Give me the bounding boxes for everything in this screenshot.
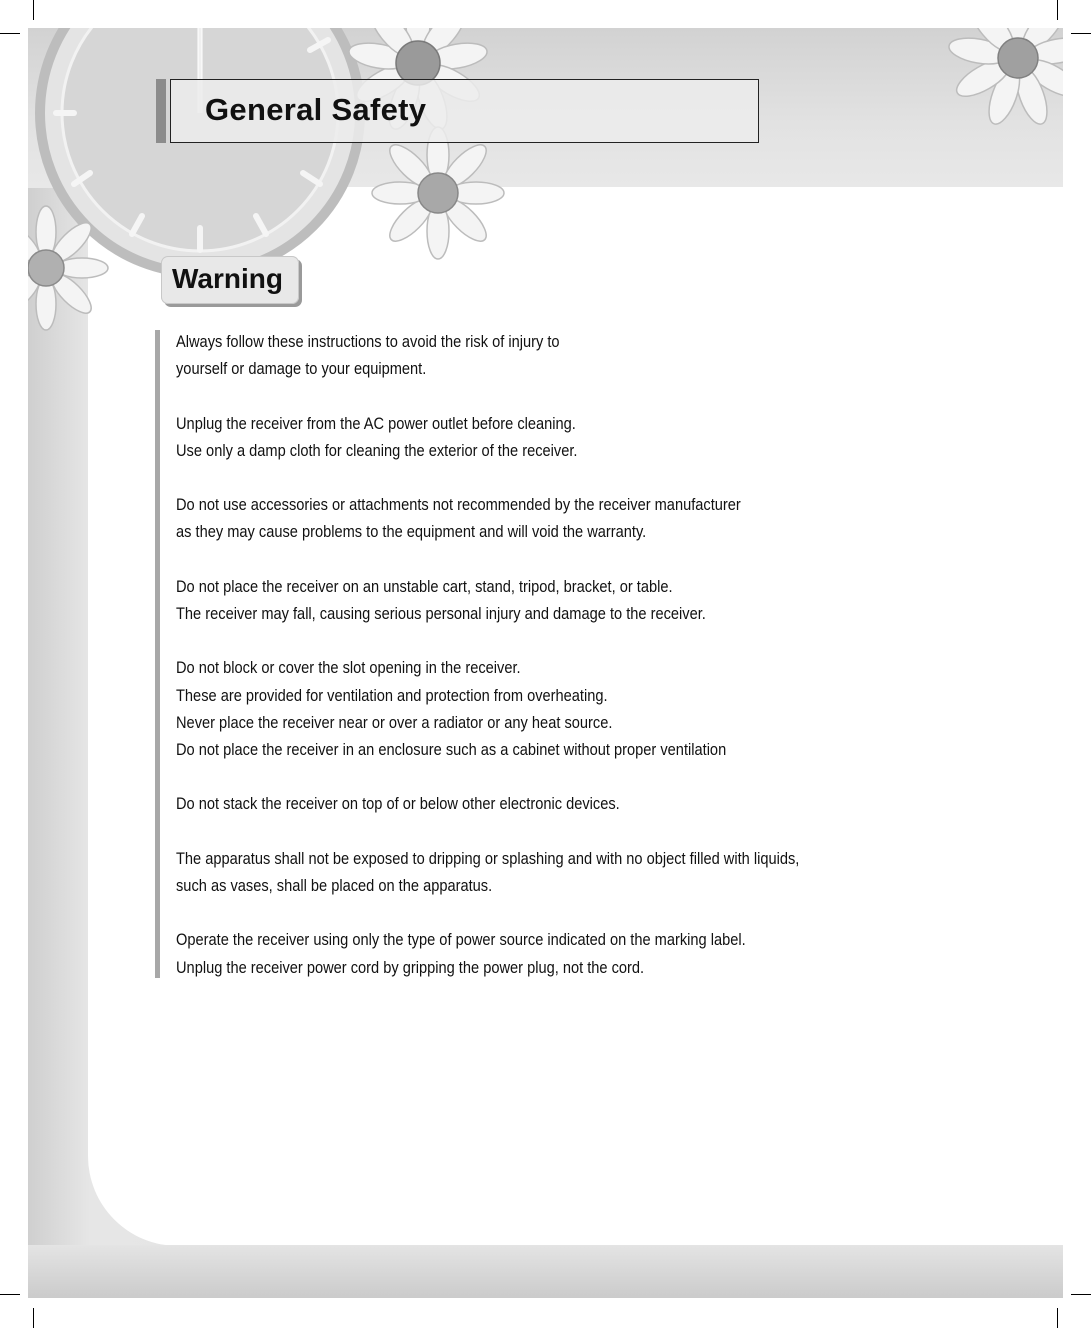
crop-mark: [33, 0, 34, 20]
instruction-paragraph: [176, 654, 933, 763]
instruction-line: Unplug the receiver from the AC power outlet before cleaning.: [176, 413, 576, 433]
instruction-paragraph: [176, 573, 933, 627]
crop-mark: [1057, 0, 1058, 20]
instruction-paragraph: [176, 790, 933, 817]
instruction-line: Never place the receiver near or over a radiator or any heat source.: [176, 712, 613, 732]
text-side-rule: [155, 330, 160, 978]
instruction-paragraph: [176, 328, 933, 382]
instruction-line: The receiver may fall, causing serious personal injury and damage to the receiver.: [176, 603, 706, 623]
instruction-line: Do not use accessories or attachments not recommended by the receiver manufacturer: [176, 495, 741, 515]
crop-mark: [1071, 33, 1091, 34]
instruction-paragraph: [176, 926, 933, 980]
instruction-paragraph: [176, 491, 933, 545]
instruction-line: such as vases, shall be placed on the apparatus.: [176, 875, 493, 895]
instruction-line: Unplug the receiver power cord by gripping the power plug, not the cord.: [176, 957, 645, 977]
warning-instructions: [176, 328, 933, 1008]
instruction-line: Do not stack the receiver on top of or below other electronic devices.: [176, 794, 620, 814]
instruction-line: These are provided for ventilation and protection from overheating.: [176, 685, 608, 705]
crop-mark: [33, 1308, 34, 1328]
crop-mark: [0, 33, 20, 34]
warning-label: Warning: [172, 263, 283, 294]
instruction-line: Use only a damp cloth for cleaning the exterior of the receiver.: [176, 440, 578, 460]
crop-mark: [1057, 1308, 1058, 1328]
title-accent-bar: [156, 79, 166, 143]
instruction-line: Operate the receiver using only the type of power source indicated on the marking label.: [176, 930, 746, 950]
instruction-line: as they may cause problems to the equipment and will void the warranty.: [176, 522, 647, 542]
instruction-line: Do not place the receiver in an enclosure such as a cabinet without proper ventilation: [176, 739, 727, 759]
instruction-line: The apparatus shall not be exposed to dripping or splashing and with no object filled with liquids,: [176, 848, 800, 868]
instruction-line: yourself or damage to your equipment.: [176, 359, 427, 379]
crop-mark: [1071, 1294, 1091, 1295]
footer-band: [28, 1245, 1063, 1298]
crop-mark: [0, 1294, 20, 1295]
instruction-line: Always follow these instructions to avoid the risk of injury to: [176, 332, 560, 351]
instruction-line: Do not block or cover the slot opening in the receiver.: [176, 658, 521, 678]
instruction-paragraph: [176, 410, 933, 464]
instruction-paragraph: [176, 845, 933, 899]
instruction-line: Do not place the receiver on an unstable cart, stand, tripod, bracket, or table.: [176, 576, 673, 596]
section-title: General Safety: [205, 92, 427, 127]
